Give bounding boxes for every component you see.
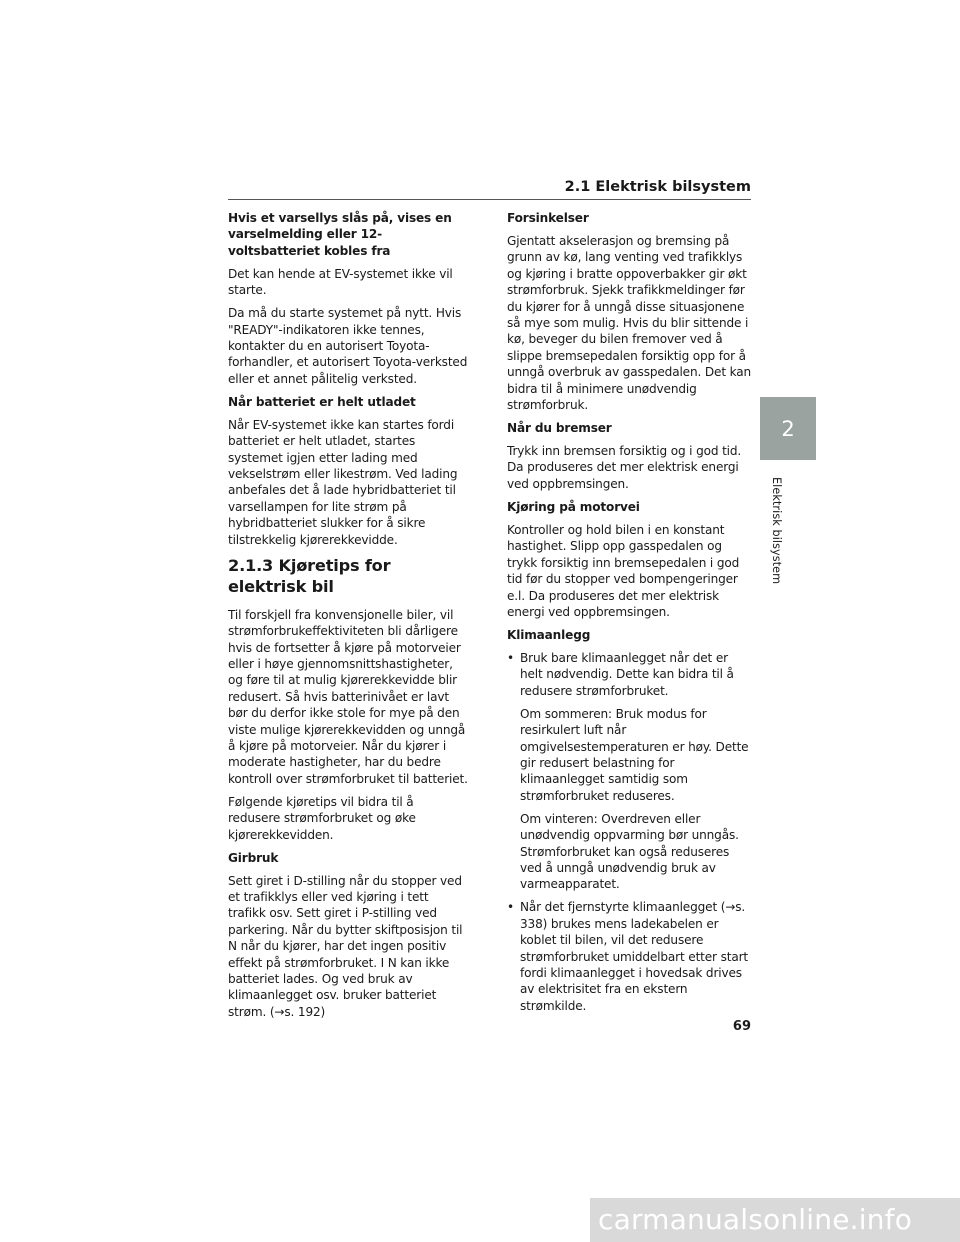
heading-gear-use: Girbruk <box>228 850 279 865</box>
chapter-number: 2 <box>781 416 795 441</box>
paragraph: Da må du starte systemet på nytt. Hvis "READY"-indikatoren ikke tennes, kontakter du en autorisert Toyota-forhandler, et autorisert Toyota-verksted eller et annet pålitelig verksted. <box>228 306 468 386</box>
heading-delays: Forsinkelser <box>507 211 589 225</box>
paragraph: Kontroller og hold bilen i en konstant hastighet. Slipp opp gasspedalen og trykk forsiktig inn bremsepedalen i god tid før du stopper ved bompengeringer e.l. Da produseres det mer elektrisk energi ved oppbremsingen. <box>507 522 740 619</box>
bullet-icon: • <box>507 900 514 915</box>
left-column <box>228 210 469 1027</box>
paragraph: Bruk bare klimaanlegget når det er helt nødvendig. Dette kan bidra til å redusere strømforbruket. <box>520 650 734 698</box>
heading-climate-control: Klimaanlegg <box>507 627 591 642</box>
paragraph: Det kan hende at EV-systemet ikke vil starte. <box>228 266 453 298</box>
list-item <box>507 899 752 1014</box>
heading-braking: Når du bremser <box>507 421 612 436</box>
paragraph: Til forskjell fra konvensjonelle biler, vil strømforbrukeffektiviteten bli dårligere hvis de fortsetter å kjøre på motorveier eller i høye gjennomsnittshastigheter, og føre til at mulig kjørerekkevidde blir redusert. Så hvis batterinivået er lavt bør du derfor ikke stole for mye på den viste mulige kjørerekkevidden og unngå å kjøre på motorveier. Når du kjører i moderate hastigheter, har du bedre kontroll over strømforbruket til batteriet. <box>228 607 468 786</box>
paragraph: Gjentatt akselerasjon og bremsing på grunn av kø, lang venting ved trafikklys og kjøring i bratte oppoverbakker gir økt strømforbruk. Sjekk trafikkmeldinger før du kjører for å unngå disse situasjonene så mye som mulig. Hvis du blir sittende i kø, beveger du bilen fremover ved å slippe bremsepedalen forsiktig opp for å unngå overbruk av gasspedalen. Det kan bidra til å minimere unødvendig strømforbruk. <box>507 234 752 413</box>
paragraph: Når EV-systemet ikke kan startes fordi batteriet er helt utladet, startes systemet igjen etter lading med vekselstrøm eller likestrøm. Ved lading anbefales det å lade hybridbatteriet til varsellampen for lite strøm på hybridbatteriet slukker for å sikre tilstrekkelig kjørerekkevidde. <box>228 417 458 547</box>
climate-bullet-list <box>507 650 752 1014</box>
heading-warning-light: Hvis et varsellys slås på, vises en varselmelding eller 12-voltsbatteriet kobles fra <box>228 211 452 258</box>
chapter-tab <box>760 397 816 460</box>
watermark: carmanualsonline.info <box>590 1198 960 1242</box>
section-heading-driving-tips: 2.1.3 Kjøretips for elektrisk bil <box>228 555 391 596</box>
heading-battery-empty: Når batteriet er helt utladet <box>228 394 416 409</box>
list-item <box>507 650 752 893</box>
heading-highway-driving: Kjøring på motorvei <box>507 499 640 514</box>
chapter-side-label: Elektrisk bilsystem <box>770 477 783 585</box>
paragraph: Trykk inn bremsen forsiktig og i god tid. Da produseres det mer elektrisk energi ved oppbremsingen. <box>507 444 742 491</box>
header-divider <box>228 199 751 200</box>
section-title: 2.1 Elektrisk bilsystem <box>564 179 751 195</box>
paragraph: Følgende kjøretips vil bidra til å redusere strømforbruket og øke kjørerekkevidden. <box>228 794 416 842</box>
paragraph: Sett giret i D-stilling når du stopper ved et trafikklys eller ved kjøring i tett trafikk osv. Sett giret i P-stilling ved parkering. Når du bytter skiftposisjon til N når du kjører, har det ingen positiv effekt på strømforbruket. I N kan ikke batteriet lades. Og ved bruk av klimaanlegget osv. bruker batteriet strøm. (→s. 192) <box>228 873 463 1019</box>
paragraph: Om sommeren: Bruk modus for resirkulert luft når omgivelsestemperaturen er høy. Dette gir redusert belastning for klimaanlegget samtidig som strømforbruket reduseres. <box>520 706 749 803</box>
paragraph: Når det fjernstyrte klimaanlegget (→s. 338) brukes mens ladekabelen er koblet til bilen, vil det redusere strømforbruket umiddelbart etter start fordi klimaanlegget i hovedsak drives av elektrisitet fra en ekstern strømkilde. <box>520 900 748 1013</box>
right-column <box>507 210 752 1021</box>
page-number: 69 <box>732 1019 751 1034</box>
bullet-icon: • <box>507 650 514 665</box>
paragraph: Om vinteren: Overdreven eller unødvendig oppvarming bør unngås. Strømforbruket kan også reduseres ved å unngå unødvendig bruk av varmeapparatet. <box>520 811 739 892</box>
